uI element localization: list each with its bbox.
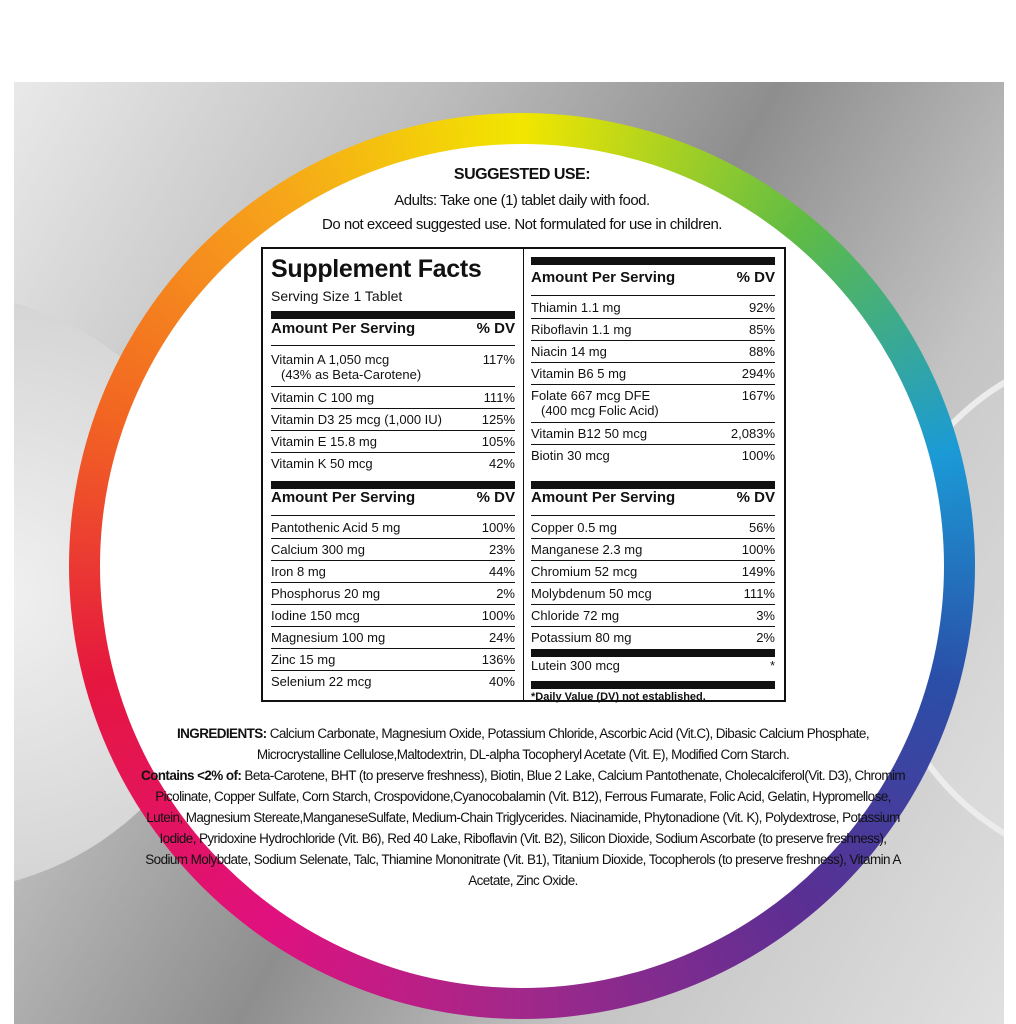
subheader-rule <box>271 515 515 516</box>
nutrient-name: Vitamin K 50 mcg <box>271 456 373 471</box>
nutrient-name: Biotin 30 mcg <box>531 448 610 463</box>
nutrient-row <box>531 363 775 385</box>
contains-label: Contains <2% of: <box>140 768 242 783</box>
subheader-rule <box>271 345 515 346</box>
nutrient-name: Iodine 150 mcg <box>271 608 360 623</box>
section-rule <box>271 481 515 489</box>
dv-header-label: % DV <box>476 320 515 337</box>
nutrient-subtext: (43% as Beta-Carotene) <box>281 367 422 382</box>
nutrient-dv: 136% <box>481 652 515 667</box>
nutrient-dv: 24% <box>488 630 515 645</box>
nutrient-name: Vitamin E 15.8 mg <box>271 434 377 449</box>
ingredients-label: INGREDIENTS: <box>177 726 267 741</box>
nutrient-row <box>531 319 775 341</box>
ingredients-contains: Beta-Carotene, BHT (to preserve freshness), Biotin, Blue 2 Lake, Calcium Pantothenate, Cholecalciferol(Vit. D3), Chromim Picolinate, Copper Sulfate, Corn Starch, Crospovidone,Cyanocobalamin (Vit. B12), Ferrous Fumarate, Folic Acid, Gelatin, Hypromellose, Lutein, Magnesium Stereate,ManganeseSulfate, Medium-Chain Triglycerides. Niacinamide, Phytonadione (Vit. K), Polydextrose, Potassium Iodide, Pyridoxine Hydrochloride (Vit. B6), Red 40 Lake, Riboflavin (Vit. B2), Silicon Dioxide, Sodium Ascorbate (to preserve freshness), Sodium Molybdate, Sodium Selenate, Talc, Thiamine Mononitrate (Vit. B1), Titanium Dioxide, Tocopherols (to preserve freshness), Vitamin A Acetate, Zinc Oxide. <box>145 768 906 888</box>
nutrient-dv: 56% <box>748 520 775 535</box>
nutrient-row <box>531 583 775 605</box>
nutrient-row <box>271 387 515 409</box>
nutrient-name: Iron 8 mg <box>271 564 326 579</box>
nutrient-dv: 2% <box>496 586 515 601</box>
footnote-rule <box>531 681 775 689</box>
nutrient-dv: 105% <box>481 434 515 449</box>
nutrient-row <box>531 341 775 363</box>
nutrient-dv: 23% <box>488 542 515 557</box>
nutrient-row <box>531 517 775 539</box>
nutrient-name: Vitamin A 1,050 mcg <box>271 352 390 367</box>
nutrient-name: Lutein 300 mcg <box>531 658 620 673</box>
nutrient-name: Phosphorus 20 mg <box>271 586 381 601</box>
daily-value-footnote: *Daily Value (DV) not established. <box>531 691 706 703</box>
nutrient-row <box>271 349 515 387</box>
nutrient-dv: 2% <box>756 630 775 645</box>
nutrient-name: Manganese 2.3 mg <box>531 542 643 557</box>
dv-header-label: % DV <box>736 269 775 286</box>
amount-header-label: Amount Per Serving <box>271 489 416 506</box>
nutrient-name: Chromium 52 mcg <box>531 564 638 579</box>
nutrient-dv: 100% <box>741 448 775 463</box>
nutrient-dv: 111% <box>483 390 515 405</box>
ingredients-block <box>140 723 906 891</box>
nutrient-dv: 117% <box>482 352 515 367</box>
nutrient-row <box>531 539 775 561</box>
nutrient-dv: 149% <box>741 564 775 579</box>
nutrient-name: Molybdenum 50 mcg <box>531 586 652 601</box>
suggested-use-line-1: Adults: Take one (1) tablet daily with food. <box>394 192 650 209</box>
nutrient-name: Vitamin D3 25 mcg (1,000 IU) <box>271 412 442 427</box>
nutrient-row <box>271 627 515 649</box>
suggested-use-line-2: Do not exceed suggested use. Not formulated for use in children. <box>322 216 722 233</box>
dv-header-label: % DV <box>736 489 775 506</box>
nutrient-name: Copper 0.5 mg <box>531 520 617 535</box>
suggested-use-title: SUGGESTED USE: <box>453 166 591 183</box>
nutrient-dv: 42% <box>488 456 515 471</box>
nutrient-row <box>271 431 515 453</box>
amount-header-label: Amount Per Serving <box>531 489 676 506</box>
nutrient-row <box>531 385 775 423</box>
nutrient-dv: 40% <box>488 674 515 689</box>
nutrient-name: Zinc 15 mg <box>271 652 336 667</box>
nutrient-dv: 85% <box>748 322 775 337</box>
nutrient-row <box>531 445 775 467</box>
nutrient-dv: * <box>769 658 775 673</box>
nutrient-name: Folate 667 mcg DFE <box>531 388 651 403</box>
amount-per-serving-header <box>531 489 775 506</box>
nutrient-row <box>531 605 775 627</box>
nutrient-name: Selenium 22 mcg <box>271 674 372 689</box>
nutrient-name: Vitamin B6 5 mg <box>531 366 627 381</box>
subheader-rule <box>531 515 775 516</box>
amount-per-serving-header <box>271 489 515 506</box>
supplement-facts-panel <box>261 247 786 702</box>
header-rule <box>271 311 515 319</box>
nutrient-row <box>271 539 515 561</box>
nutrient-row <box>271 671 515 693</box>
ingredients-main: Calcium Carbonate, Magnesium Oxide, Potassium Chloride, Ascorbic Acid (Vit.C), Dibasic Calcium Phosphate, Microcrystalline Cellulose,Maltodextrin, DL-alpha Tocopheryl Acetate (Vit. E), Modified Corn Starch. <box>256 726 869 762</box>
nutrient-name: Chloride 72 mg <box>531 608 620 623</box>
nutrient-name: Potassium 80 mg <box>531 630 632 645</box>
nutrient-dv: 125% <box>481 412 515 427</box>
amount-per-serving-header <box>271 320 515 337</box>
nutrient-row <box>531 423 775 445</box>
nutrient-name: Vitamin B12 50 mcg <box>531 426 648 441</box>
amount-header-label: Amount Per Serving <box>271 320 416 337</box>
header-rule <box>531 257 775 265</box>
nutrient-dv: 100% <box>481 520 515 535</box>
section-rule <box>531 481 775 489</box>
nutrient-name: Riboflavin 1.1 mg <box>531 322 632 337</box>
nutrient-dv: 294% <box>741 366 775 381</box>
nutrient-dv: 44% <box>488 564 515 579</box>
nutrient-row <box>531 561 775 583</box>
dv-header-label: % DV <box>476 489 515 506</box>
nutrient-name: Magnesium 100 mg <box>271 630 386 645</box>
nutrient-dv: 92% <box>748 300 775 315</box>
nutrient-dv: 100% <box>741 542 775 557</box>
serving-size: Serving Size 1 Tablet <box>271 288 403 304</box>
column-divider <box>523 249 524 700</box>
subheader-rule <box>531 295 775 296</box>
nutrient-dv: 88% <box>748 344 775 359</box>
nutrient-row <box>531 627 775 649</box>
nutrient-row-lutein <box>531 655 775 677</box>
nutrient-name: Thiamin 1.1 mg <box>531 300 621 315</box>
nutrient-name: Niacin 14 mg <box>531 344 607 359</box>
nutrient-row <box>271 409 515 431</box>
nutrient-row <box>531 297 775 319</box>
nutrient-row <box>271 453 515 475</box>
nutrient-dv: 100% <box>481 608 515 623</box>
nutrient-dv: 2,083% <box>730 426 775 441</box>
facts-title: Supplement Facts <box>271 255 482 283</box>
nutrient-row <box>271 517 515 539</box>
amount-per-serving-header <box>531 269 775 286</box>
nutrient-row <box>271 605 515 627</box>
nutrient-dv: 111% <box>743 586 775 601</box>
nutrient-name: Calcium 300 mg <box>271 542 365 557</box>
nutrient-name: Pantothenic Acid 5 mg <box>271 520 401 535</box>
nutrient-subtext: (400 mcg Folic Acid) <box>541 403 659 418</box>
nutrient-dv: 167% <box>741 388 775 403</box>
amount-header-label: Amount Per Serving <box>531 269 676 286</box>
nutrient-row <box>271 649 515 671</box>
nutrient-row <box>271 561 515 583</box>
nutrient-name: Vitamin C 100 mg <box>271 390 375 405</box>
nutrient-dv: 3% <box>756 608 775 623</box>
nutrient-row <box>271 583 515 605</box>
